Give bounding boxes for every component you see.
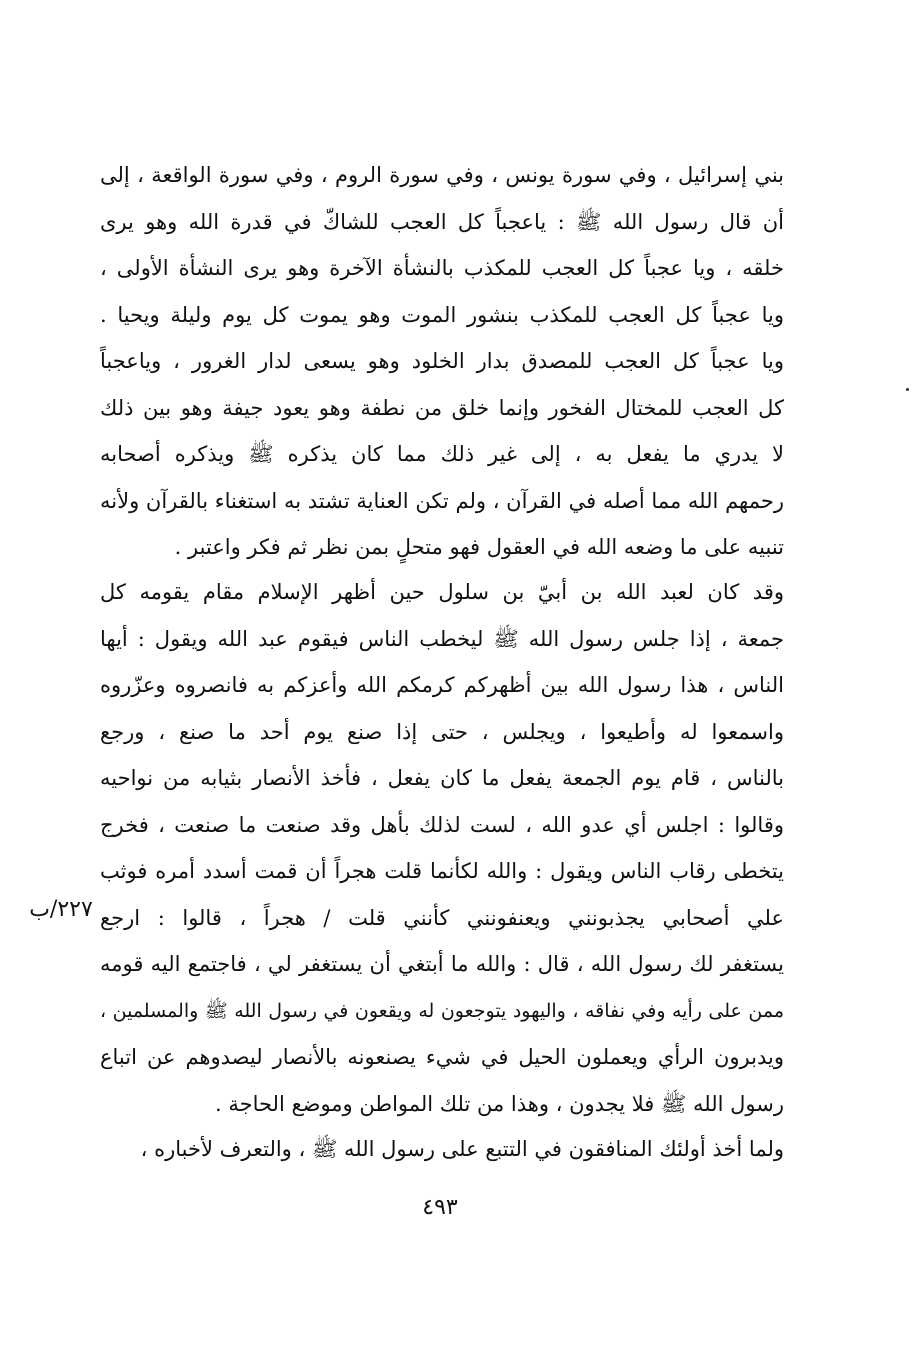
- text-line: ولما أخذ أولئك المنافقون في التتبع على رسول الله ﷺ ، والتعرف لأخباره ،: [140, 1137, 784, 1161]
- paragraph-3: [100, 1126, 784, 1173]
- text-line: وقالوا : اجلس أي عدو الله ، لست لذلك بأهل وقد صنعت ما صنعت ، فخرج: [100, 812, 784, 837]
- text-line: ممن على رأيه وفي نفاقه ، واليهود يتوجعون له ويقعون في رسول الله ﷺ والمسلمين ،: [100, 999, 784, 1022]
- text-line: واسمعوا له وأطيعوا ، ويجلس ، حتى إذا صنع يوم أحد ما صنع ، ورجع: [100, 719, 784, 744]
- text-line: تنبيه على ما وضعه الله في العقول فهو متحلٍ بمن نظر ثم فكر واعتبر .: [174, 535, 784, 559]
- text-line: لا يدري ما يفعل به ، إلى غير ذلك مما كان يذكره ﷺ ويذكره أصحابه: [100, 442, 784, 466]
- text-line: بني إسرائيل ، وفي سورة يونس ، وفي سورة الروم ، وفي سورة الواقعة ، إلى: [100, 163, 784, 187]
- text-line: يتخطى رقاب الناس ويقول : والله لكأنما قلت هجراً أن قمت أسدد أمره فوثب: [100, 859, 784, 883]
- text-line: رسول الله ﷺ فلا يجدون ، وهذا من تلك المواطن وموضع الحاجة .: [215, 1091, 784, 1116]
- text-line: ويدبرون الرأي ويعملون الحيل في شيء يصنعونه بالأنصار ليصدوهم عن اتباع: [100, 1045, 784, 1069]
- text-line: ويا عجباً كل العجب للمكذب بنشور الموت وهو يموت كل يوم وليلة ويحيا .: [100, 302, 784, 327]
- text-line: ويا عجباً كل العجب للمصدق بدار الخلود وهو يسعى لدار الغرور ، وياعجباً: [100, 349, 784, 373]
- page-number: ٤٩٣: [422, 1195, 458, 1220]
- manuscript-folio-note: ٢٢٧/ب: [29, 897, 93, 922]
- text-line: جمعة ، إذا جلس رسول الله ﷺ ليخطب الناس فيقوم عبد الله ويقول : أيها: [100, 626, 784, 651]
- text-line: علي أصحابي يجذبونني ويعنفونني كأنني قلت / هجراً ، قالوا : ارجع: [100, 905, 784, 930]
- text-line: رحمهم الله مما أصله في القرآن ، ولم تكن العناية تشتد به استغناء بالقرآن ولأنه: [100, 488, 784, 513]
- text-line: بالناس ، قام يوم الجمعة يفعل ما كان يفعل ، فأخذ الأنصار بثيابه من نواحيه: [100, 766, 784, 790]
- edge-mark: [906, 388, 909, 391]
- paragraph-2: [100, 569, 784, 1127]
- paragraph-1: [100, 152, 784, 571]
- text-line: الناس ، هذا رسول الله بين أظهركم كرمكم الله وأعزكم به فانصروه وعزّروه: [100, 673, 784, 697]
- text-line: يستغفر لك رسول الله ، قال : والله ما أبتغي أن يستغفر لي ، فاجتمع اليه قومه: [100, 952, 784, 976]
- text-line: كل العجب للمختال الفخور وإنما خلق من نطفة وهو يعود جيفة وهو بين ذلك: [100, 395, 784, 420]
- text-line: وقد كان لعبد الله بن أبيّ بن سلول حين أظهر الإسلام مقام يقومه كل: [100, 580, 784, 604]
- text-line: أن قال رسول الله ﷺ : ياعجباً كل العجب للشاكّ في قدرة الله وهو يرى: [100, 209, 784, 234]
- text-line: خلقه ، ويا عجباً كل العجب للمكذب بالنشأة الآخرة وهو يرى النشأة الأولى ،: [100, 256, 784, 280]
